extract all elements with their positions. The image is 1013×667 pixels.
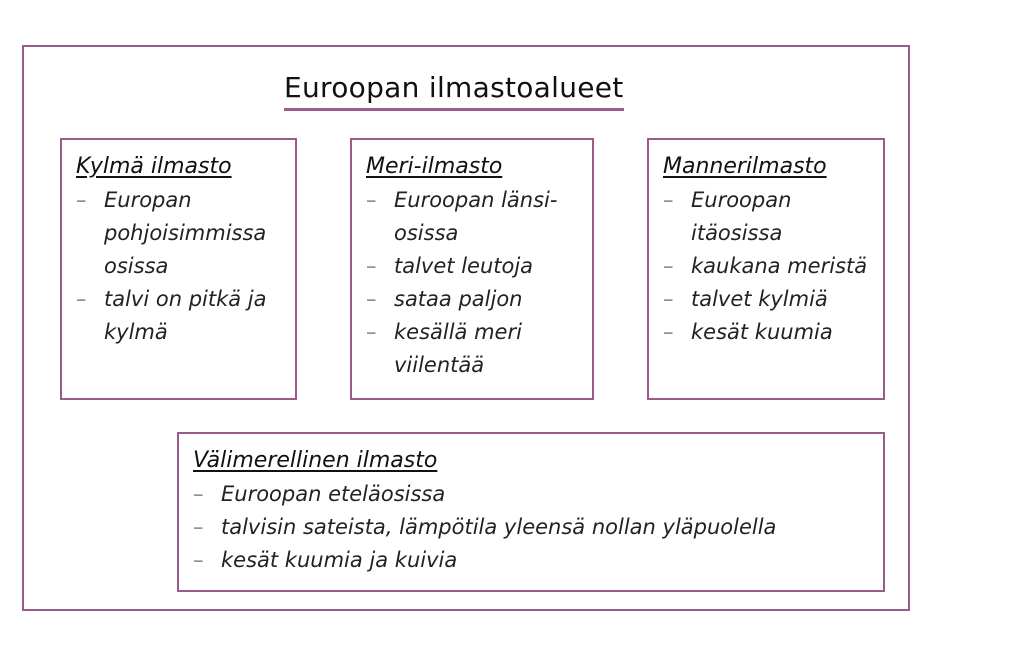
list-item	[366, 184, 578, 250]
bullet-list	[663, 184, 869, 349]
box-title: Kylmä ilmasto	[76, 154, 232, 179]
list-item-text: talvet kylmiä	[691, 287, 828, 311]
list-item-text: kaukana meristä	[691, 254, 868, 278]
bullet-list	[76, 184, 281, 349]
list-item	[193, 511, 869, 544]
list-item	[366, 283, 578, 316]
dash-icon: –	[663, 254, 674, 278]
list-item-text: talvi on pitkä ja kylmä	[104, 287, 267, 344]
list-item-text: sataa paljon	[394, 287, 523, 311]
box-title: Välimerellinen ilmasto	[193, 448, 438, 473]
box-title: Mannerilmasto	[663, 154, 827, 179]
dash-icon: –	[663, 188, 674, 212]
dash-icon: –	[193, 482, 204, 506]
list-item-text: Euroopan länsi-osissa	[394, 188, 558, 245]
dash-icon: –	[366, 254, 377, 278]
list-item	[366, 250, 578, 283]
dash-icon: –	[366, 320, 377, 344]
list-item-text: kesällä meri viilentää	[394, 320, 522, 377]
list-item	[663, 250, 869, 283]
dash-icon: –	[663, 287, 674, 311]
list-item-text: kesät kuumia	[691, 320, 833, 344]
cold-climate-box	[60, 138, 297, 400]
dash-icon: –	[663, 320, 674, 344]
sea-climate-box	[350, 138, 594, 400]
list-item	[663, 316, 869, 349]
dash-icon: –	[366, 188, 377, 212]
dash-icon: –	[76, 287, 87, 311]
dash-icon: –	[366, 287, 377, 311]
bullet-list	[366, 184, 578, 382]
continental-climate-box	[647, 138, 885, 400]
bullet-list	[193, 478, 869, 577]
box-title: Meri-ilmasto	[366, 154, 503, 179]
dash-icon: –	[193, 548, 204, 572]
list-item-text: talvisin sateista, lämpötila yleensä nollan yläpuolella	[221, 515, 777, 539]
list-item-text: Euroopan eteläosissa	[221, 482, 446, 506]
list-item-text: Euroopan itäosissa	[691, 188, 792, 245]
dash-icon: –	[76, 188, 87, 212]
list-item	[76, 184, 281, 283]
list-item	[193, 478, 869, 511]
list-item-text: Europan pohjoisimmissa osissa	[104, 188, 267, 278]
list-item-text: talvet leutoja	[394, 254, 534, 278]
list-item	[663, 184, 869, 250]
list-item	[76, 283, 281, 349]
list-item	[663, 283, 869, 316]
diagram-title: Euroopan ilmastoalueet	[284, 70, 624, 111]
list-item	[193, 544, 869, 577]
list-item-text: kesät kuumia ja kuivia	[221, 548, 458, 572]
dash-icon: –	[193, 515, 204, 539]
mediterranean-climate-box	[177, 432, 885, 592]
list-item	[366, 316, 578, 382]
